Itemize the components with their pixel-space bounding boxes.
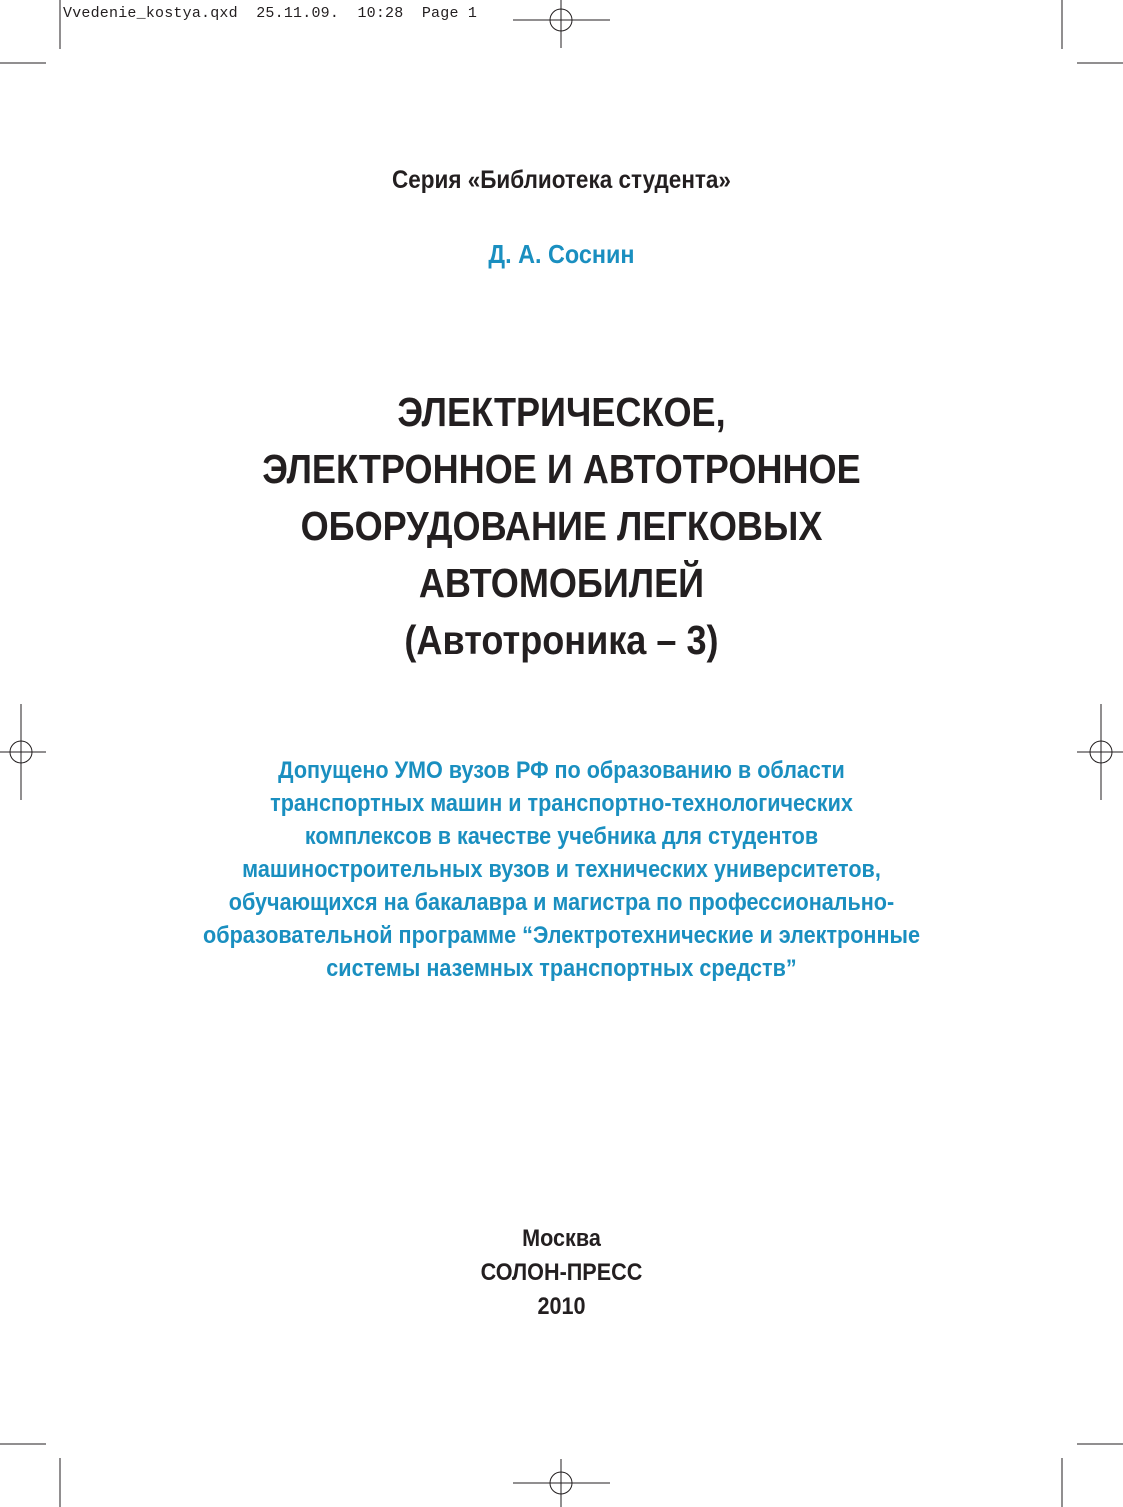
book-title-line: ЭЛЕКТРОННОЕ И АВТОТРОННОЕ (262, 446, 861, 492)
registration-mark-right-icon (1077, 704, 1123, 800)
book-title-line: АВТОМОБИЛЕЙ (418, 560, 705, 606)
imprint-publisher: СОЛОН-ПРЕСС (480, 1259, 643, 1286)
approval-line: комплексов в качестве учебника для студентов (304, 823, 819, 850)
imprint (56, 1222, 1067, 1324)
approval-line: машиностроительных вузов и технических университетов, (242, 856, 881, 883)
file-slug: Vvedenie_kostya.qxd 25.11.09. 10:28 Page 1 (63, 5, 478, 22)
imprint-city: Москва (522, 1225, 601, 1252)
author-name: Д. А. Соснин (488, 239, 635, 269)
imprint-year: 2010 (537, 1293, 586, 1320)
registration-mark-left-icon (0, 704, 46, 800)
book-title-subtitle: (Автотроника – 3) (404, 617, 719, 663)
book-title-line: ОБОРУДОВАНИЕ ЛЕГКОВЫХ (300, 503, 823, 549)
approval-line: образовательной программе “Электротехнические и электронные (203, 922, 920, 949)
approval-line: системы наземных транспортных средств” (326, 955, 797, 982)
book-title-line: ЭЛЕКТРИЧЕСКОЕ, (397, 389, 726, 435)
series-title: Серия «Библиотека студента» (392, 166, 731, 194)
approval-statement (56, 754, 1067, 985)
approval-line: обучающихся на бакалавра и магистра по профессионально- (228, 889, 895, 916)
approval-line: транспортных машин и транспортно-технологических (270, 790, 853, 817)
registration-mark-top-icon (513, 0, 610, 48)
approval-line: Допущено УМО вузов РФ по образованию в области (278, 757, 845, 784)
registration-mark-bottom-icon (513, 1459, 610, 1507)
book-title (67, 384, 1055, 669)
